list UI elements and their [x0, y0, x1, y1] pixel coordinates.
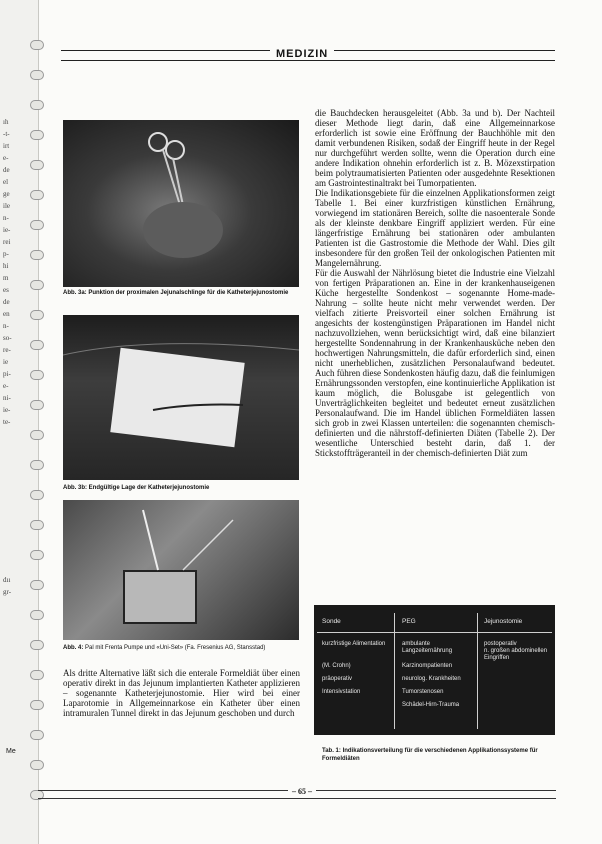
catheter-line — [63, 315, 299, 480]
caption-text: Pal mit Frenta Pumpe und «Uni-Set» (Fa. Fresenius AG, Stansstad) — [85, 645, 266, 651]
page-number: – 65 – — [288, 787, 316, 796]
forceps-sketch — [63, 120, 299, 287]
margin-fragment: rei — [3, 238, 11, 246]
margin-fragment: e- — [3, 154, 9, 162]
table-cell: kurzfristige Alimentation — [322, 641, 386, 647]
margin-fragment: re- — [3, 346, 11, 354]
table-caption — [322, 748, 555, 763]
margin-fragment: dıı — [3, 576, 11, 584]
binder-ring — [30, 460, 44, 470]
table-cell: präoperativ — [322, 676, 353, 682]
margin-fragment: -t- — [3, 130, 10, 138]
margin-fragment: n- — [3, 214, 9, 222]
caption-label: Abb. 4: — [63, 645, 84, 651]
binder-ring — [30, 760, 44, 770]
table-header-peg: PEG — [402, 618, 416, 625]
margin-fragment: ni- — [3, 394, 11, 402]
binder-ring — [30, 730, 44, 740]
binder-ring — [30, 190, 44, 200]
margin-fragment: hi — [3, 262, 9, 270]
binder-ring — [30, 700, 44, 710]
margin-fragment: n- — [3, 322, 9, 330]
indication-table — [314, 605, 555, 735]
table-cell: Intensivstation — [322, 689, 361, 695]
table-rule — [317, 632, 552, 633]
binder-ring — [30, 160, 44, 170]
margin-fragment: ie — [3, 358, 9, 366]
binder-ring — [30, 670, 44, 680]
table-cell: postoperativ — [484, 641, 517, 647]
binder-ring — [30, 400, 44, 410]
binder-ring — [30, 70, 44, 80]
binder-ring — [30, 340, 44, 350]
margin-fragment: ge — [3, 190, 10, 198]
table-header-jejunostomie: Jejunostomie — [484, 618, 523, 625]
binder-ring — [30, 430, 44, 440]
binder-ring — [30, 520, 44, 530]
caption-label: Abb. 3a: — [63, 290, 87, 296]
margin-fragment: irt — [3, 142, 10, 150]
margin-fragment: ıh — [3, 118, 9, 126]
figure-caption-3a — [63, 290, 299, 298]
table-divider — [477, 613, 478, 729]
margin-fragment: ile — [3, 202, 10, 210]
binder-ring — [30, 610, 44, 620]
binder-ring — [30, 310, 44, 320]
photo-jejunal-puncture — [63, 120, 299, 287]
binder-ring — [30, 640, 44, 650]
binder-rings — [30, 0, 46, 844]
binder-ring — [30, 100, 44, 110]
section-title: MEDIZIN — [270, 48, 334, 60]
figure-caption-4 — [63, 645, 299, 653]
table-divider — [394, 613, 395, 729]
margin-fragment: te- — [3, 418, 11, 426]
table-cell: Tumorstenosen — [402, 689, 444, 695]
binder-ring — [30, 550, 44, 560]
margin-fragment: m — [3, 274, 9, 282]
tubing-lines — [63, 500, 299, 640]
margin-fragment: el — [3, 178, 9, 186]
table-cell: n. großen abdominellen Eingriffen — [484, 648, 548, 661]
margin-fragment: p- — [3, 250, 9, 258]
margin-fragment: ie- — [3, 406, 11, 414]
margin-fragment: en — [3, 310, 10, 318]
margin-fragment: pi- — [3, 370, 11, 378]
paragraph: die Bauchdecken herausgeleitet (Abb. 3a und b). Der Nachteil dieser Methode liegt darin, daß eine Allgemeinnarkose erforderlich ist sowie eine Eröffnung der Bauchhöhle mit den damit verbundenen Risiken, sodaß der Eingriff heute in der Regel nur durchgeführt werden sollte, wenn die Operation durch eine andere Indikation ohnehin erforderlich ist z. B. Mözexstirpation beim polytraumatisierten Patienten oder ausgedehnte Resektionen am Gastrointestinaltrakt bei Tumorpatienten. — [315, 108, 555, 188]
paragraph: Die Indikationsgebiete für die einzelnen Applikationsformen zeigt Tabelle 1. Bei einer kurzfristigen künstlichen Ernährung, vorwiegend im stationären Bereich, sollte die nasoenterale Sonde als der kleinste denkbare Eingriff appliziert werden. Für eine längerfristige Ernährung bei stationären oder ambulanten Patienten ist die Gastrostomie die Methode der Wahl. Dies gilt insbesondere für den großen Teil der onkologischen Patienten mit Mangelernährung. — [315, 188, 555, 268]
margin-fragment: e- — [3, 382, 9, 390]
margin-fragment: de — [3, 166, 10, 174]
binder-ring — [30, 580, 44, 590]
table-cell: (M. Crohn) — [322, 663, 351, 669]
margin-note: Me — [6, 748, 16, 755]
left-column-text — [63, 668, 300, 718]
margin-fragment: so- — [3, 334, 12, 342]
margin-fragment: gr- — [3, 588, 12, 596]
binder-ring — [30, 490, 44, 500]
binder-ring — [30, 40, 44, 50]
binder-ring — [30, 220, 44, 230]
table-cell: ambulante Langzeiternährung — [402, 641, 453, 654]
caption-text: Punktion der proximalen Jejunalschlinge für die Katheterjejunostomie — [88, 290, 289, 296]
table-header-sonde: Sonde — [322, 618, 341, 625]
caption-text: Indikationsverteilung für die verschiedenen Applikationssysteme für Formeldiäten — [322, 748, 538, 762]
table-cell: neurolog. Krankheiten — [402, 676, 461, 682]
caption-label: Abb. 3b: — [63, 485, 87, 491]
binder-ring — [30, 130, 44, 140]
table-cell: Schädel-Hirn-Trauma — [402, 702, 460, 708]
binder-ring — [30, 370, 44, 380]
caption-label: Tab. 1: — [322, 748, 341, 754]
paragraph: Für die Auswahl der Nährlösung bietet die Industrie eine Vielzahl von fertigen Präparationen an. Eine in der krankenhauseigenen Küche hergestellte Sondenkost – sogenannte Home-made-Nahrung – sollte heute nicht mehr verwendet werden. Der vielfach zitierte Preisvorteil einer solchen Ernährung ist angesichts der kostengünstigen Präparationen im Handel nicht nachzuvollziehen, wenn berücksichtigt wird, daß eine bilanziert hergestellte Sondennahrung in der Krankenhausküche neben den hochwertigen Nahrungsmitteln, die dafür erforderlich sind, einen nicht unerheblichen, zusätzlichen Personalaufwand bedeutet. Auch führen diese Sondenkosten häufig dazu, daß die feinlumigen Ernährungssonden verstopfen, eine kontinuierliche Applikation ist kaum möglich, die Bolusgabe ist gelegentlich von Unverträglichkeiten begleitet und bedeutet erneut zusätzlichen Personalaufwand. Die im Handel üblichen Formeldiäten lassen sich grob in zwei Klassen unterteilen: die sogenannten chemisch-definierten und die nährstoff-definierten Diäten (Tabelle 2). Der wesentliche Unterschied besteht darin, daß 1. der Stickstoffträgeranteil in der chemisch-definierten Diät zum — [315, 268, 555, 458]
right-column-text — [315, 108, 555, 458]
binder-ring — [30, 280, 44, 290]
table-cell: Karzinompatienten — [402, 663, 453, 669]
binder-ring — [30, 250, 44, 260]
photo-catheter-position — [63, 315, 299, 480]
margin-fragment: de — [3, 298, 10, 306]
paragraph: Als dritte Alternative läßt sich die enterale Formeldiät über einen operativ direkt in das Jejunum implantierten Katheter applizieren – sogenannte Katheterjejunostomie. Hier wird bei einer Laparotomie in Allgemeinnarkose ein Katheter über einen intramuralen Tunnel direkt in das Jejunum geschoben und durch — [63, 668, 300, 718]
caption-text: Endgültige Lage der Katheterjejunostomie — [88, 485, 210, 491]
figure-caption-3b — [63, 485, 299, 493]
photo-pump-set — [63, 500, 299, 640]
margin-fragment: ie- — [3, 226, 11, 234]
margin-fragment: es — [3, 286, 9, 294]
